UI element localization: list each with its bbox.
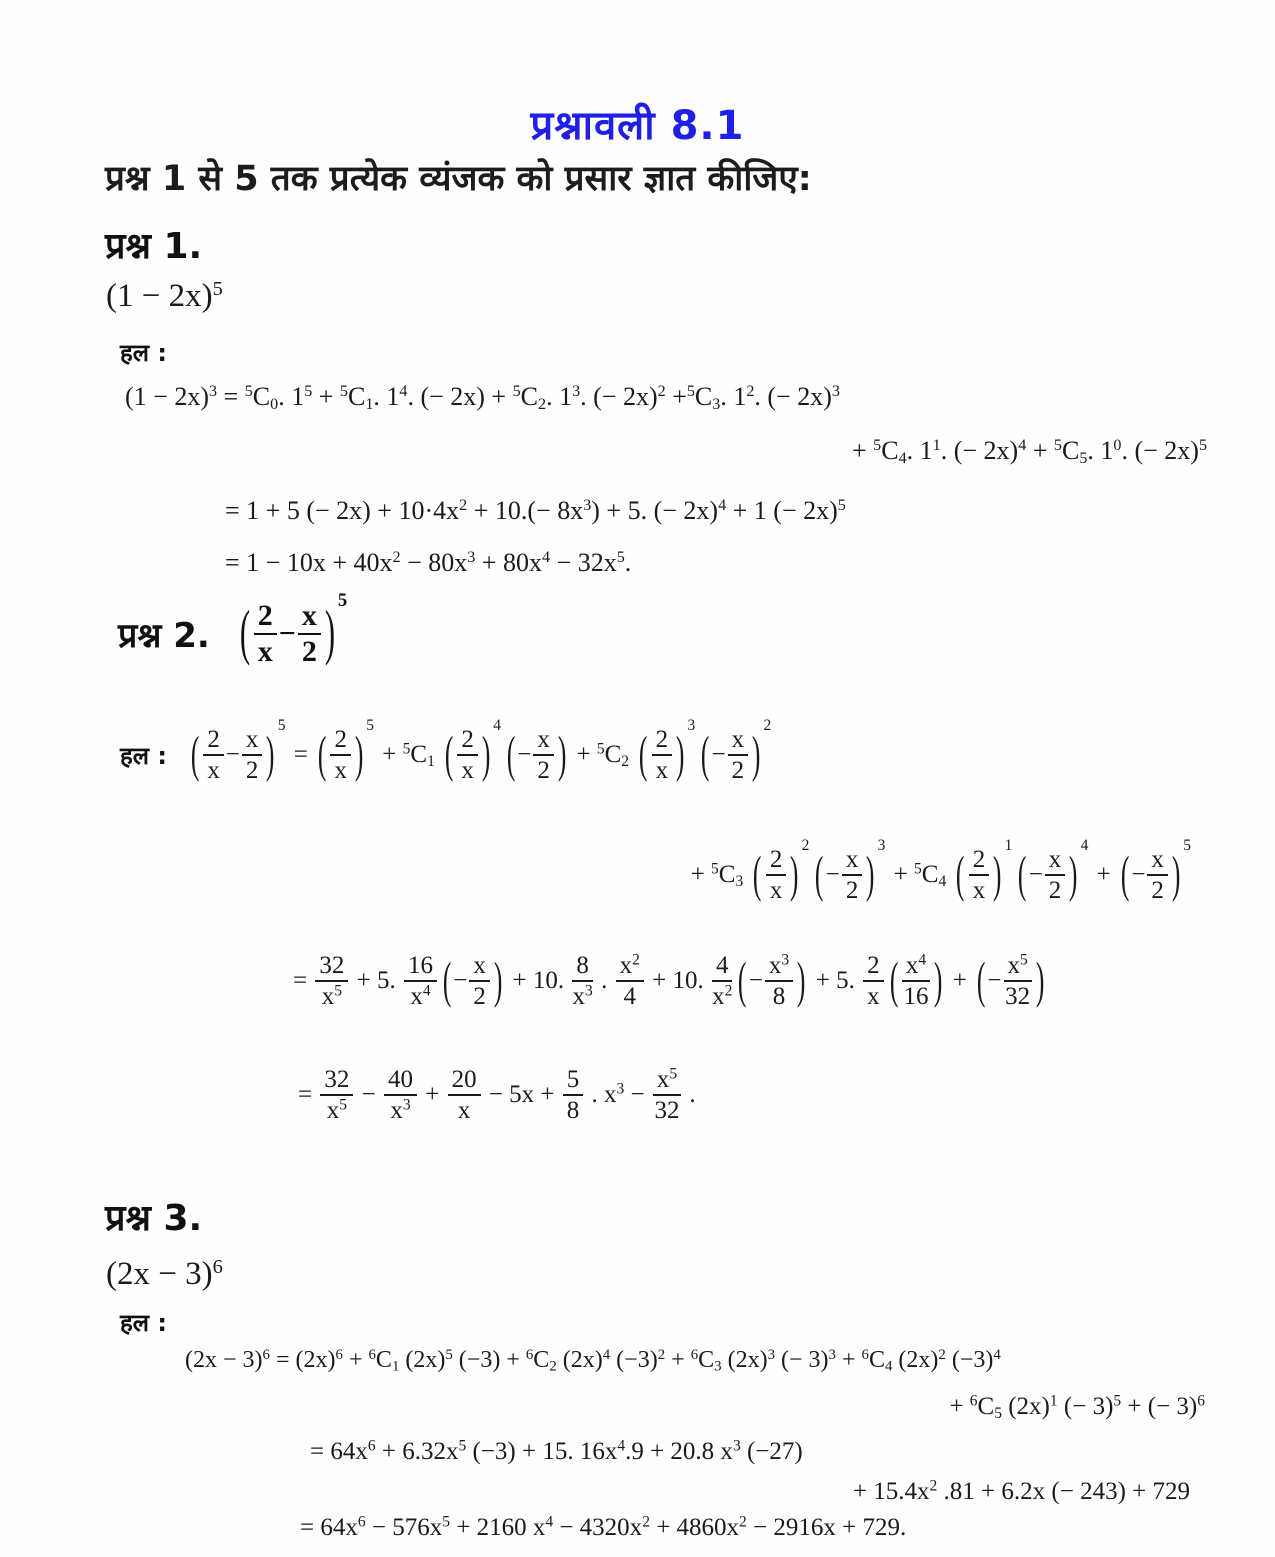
math-text: = — [287, 741, 315, 768]
fraction-denominator: x — [972, 877, 986, 904]
math-line — [853, 1477, 1190, 1506]
fraction-numerator: x — [1147, 846, 1168, 876]
solution-line — [120, 717, 773, 784]
paren-exponent: 4 — [1080, 837, 1089, 855]
fraction-denominator: $x^5$ — [321, 982, 342, 1010]
math-text: − — [225, 741, 240, 768]
math-line — [310, 1437, 803, 1466]
close-paren: ) — [797, 953, 806, 1009]
close-paren: ) — [354, 727, 364, 783]
fraction-denominator: 2 — [731, 757, 745, 784]
close-paren: ) — [481, 727, 491, 783]
math-text: + $^5C_1$ — [376, 740, 435, 770]
paren-group — [316, 717, 375, 784]
fraction — [320, 1066, 353, 1124]
fraction-denominator: x — [655, 757, 669, 784]
question-label: प्रश्न 1. — [105, 226, 203, 267]
fraction — [203, 726, 224, 784]
fraction — [863, 952, 884, 1010]
math-text: . $x^3$ − — [585, 1080, 651, 1108]
fraction — [616, 952, 644, 1010]
fraction-numerator: $x^4$ — [902, 952, 930, 982]
paren-group — [238, 589, 348, 669]
open-paren: ( — [639, 727, 648, 783]
math-text: = — [293, 967, 314, 994]
fraction — [533, 726, 554, 784]
math-text: = 1 + 5 (− $2x) + 10\cdot 4x^2 + 10.(- 8x^3) + 5$. (− 2x)$^4$ + 1 (− 2x)$^5$ — [225, 496, 846, 526]
paren-exponent: 2 — [763, 717, 772, 735]
fraction-numerator: 16 — [404, 952, 437, 982]
question-expression: $(1 - 2x)^5$ — [106, 277, 223, 314]
exercise-instruction: प्रश्न 1 से 5 तक प्रत्येक व्यंजक को प्रसार ज्ञात कीजिए: — [105, 159, 812, 199]
fraction-numerator: x — [1045, 846, 1066, 876]
open-paren: ( — [701, 727, 710, 783]
fraction — [448, 1066, 481, 1124]
open-paren: ( — [442, 953, 452, 1009]
fraction — [652, 726, 673, 784]
math-text: = $64x^6 + 6.32x^5$ (−3) + 15. $16x^4.9 + 20.8$ $x^3$ (−27) — [310, 1437, 803, 1466]
fraction — [728, 726, 749, 784]
fraction-denominator: $x^2$ — [712, 982, 733, 1010]
math-line — [225, 546, 631, 578]
fraction-numerator: 40 — [384, 1066, 417, 1096]
fraction — [1004, 952, 1032, 1010]
open-paren: ( — [239, 599, 250, 668]
close-paren: ) — [1035, 953, 1045, 1009]
fraction — [653, 1066, 681, 1124]
math-text: + $^5C_3$ — [690, 860, 744, 890]
fraction-numerator: 2 — [863, 952, 884, 982]
paren-exponent: 5 — [366, 717, 375, 735]
open-paren: ( — [977, 953, 986, 1009]
open-paren: ( — [1018, 847, 1027, 903]
math-text: − — [711, 741, 726, 768]
math-text: . — [683, 1081, 696, 1108]
fraction-denominator: x — [257, 635, 273, 669]
paren-exponent: 3 — [687, 717, 696, 735]
math-text: $(2x - 3)^6 = (2x)^6 + ^6C_1$ $(2x)^5$ $(-3) + ^6C_2$ $(2x)^4$ $(-3)^2 + ^6C_3$ $(2x)^3$ (− $3)^3 + ^6C_4$ $(2x)^2$ $(-3)^4$ — [185, 1346, 1001, 1375]
math-text: + — [1090, 861, 1117, 888]
paren-group — [888, 952, 945, 1010]
fraction — [469, 952, 490, 1010]
fraction-numerator: 8 — [572, 952, 593, 982]
paren-group — [1016, 837, 1089, 904]
fraction-denominator: 4 — [623, 983, 636, 1010]
fraction-denominator: x — [457, 1097, 471, 1124]
fraction — [1147, 846, 1168, 904]
fraction-numerator: $x^3$ — [765, 952, 793, 982]
fraction — [242, 726, 263, 784]
fraction — [315, 952, 348, 1010]
paren-group — [1119, 837, 1191, 904]
fraction — [712, 952, 733, 1010]
close-paren: ) — [752, 727, 761, 783]
fraction — [457, 726, 478, 784]
open-paren: ( — [956, 847, 965, 903]
fraction-denominator: 2 — [537, 757, 550, 784]
fraction-denominator: x — [334, 757, 347, 784]
question-expression: $(2x - 3)^6$ — [106, 1255, 223, 1292]
paren-group — [751, 837, 810, 904]
math-text: + 10. — [506, 967, 571, 994]
fraction-numerator: 4 — [712, 952, 733, 982]
solution-label: हल : — [120, 339, 167, 367]
fraction-denominator: x — [461, 757, 474, 784]
math-text: + $^5C_4$ — [887, 860, 947, 890]
row-label: प्रश्न 2. — [118, 616, 210, 657]
fraction-numerator: 5 — [563, 1066, 584, 1096]
fraction-numerator: $x^5$ — [653, 1066, 681, 1096]
fraction-denominator: $x^3$ — [390, 1096, 411, 1124]
close-paren: ) — [866, 847, 875, 903]
fraction-numerator: $x^5$ — [1004, 952, 1032, 982]
fraction-denominator: x — [207, 757, 220, 784]
paren-exponent: 1 — [1004, 837, 1013, 855]
paren-group — [975, 952, 1046, 1010]
fraction-denominator: 32 — [654, 1097, 680, 1124]
fraction-numerator: 20 — [448, 1066, 481, 1096]
fraction-numerator: 2 — [766, 846, 787, 876]
math-text: = $64x^6 - 576x^5 + 2160$ $x^4 - 4320x^2 + 4860x^2 - 2916x + 729$. — [300, 1513, 907, 1542]
fraction-numerator: x — [533, 726, 554, 756]
math-line — [852, 434, 1207, 466]
fraction-numerator: 2 — [652, 726, 673, 756]
close-paren: ) — [993, 847, 1002, 903]
paren-group — [443, 717, 501, 784]
close-paren: ) — [790, 847, 799, 903]
fraction-denominator: 2 — [301, 635, 317, 669]
math-text: − — [748, 967, 763, 994]
fraction — [902, 952, 930, 1010]
math-text: + 5. — [350, 967, 402, 994]
math-text: − — [453, 967, 468, 994]
close-paren: ) — [934, 953, 943, 1009]
question-row — [118, 589, 349, 669]
open-paren: ( — [815, 847, 824, 903]
fraction-numerator: 32 — [320, 1066, 353, 1096]
solution-line — [298, 1066, 696, 1124]
open-paren: ( — [889, 953, 898, 1009]
math-text: = $1 - 10x + 40x^2 - 80x^3 + 80x^4 - 32x^5$. — [225, 548, 632, 578]
fraction — [254, 600, 277, 669]
paren-group — [637, 717, 696, 784]
fraction-numerator: x — [842, 846, 863, 876]
fraction-numerator: 2 — [330, 726, 351, 756]
math-text: − — [355, 1081, 382, 1108]
close-paren: ) — [676, 727, 685, 783]
fraction-numerator: x — [469, 952, 490, 982]
fraction-numerator: 2 — [969, 846, 990, 876]
fraction — [563, 1066, 584, 1124]
question-label: प्रश्न 3. — [105, 1198, 203, 1239]
math-text: − 5x + — [482, 1081, 561, 1108]
math-text: − — [1028, 861, 1043, 888]
close-paren: ) — [1171, 847, 1181, 903]
fraction — [766, 846, 787, 904]
fraction-numerator: 2 — [254, 600, 277, 635]
paren-exponent: 3 — [877, 837, 886, 855]
math-line — [949, 1392, 1205, 1421]
math-text: $(1 - 2x)^3 = ^5C_0$. $1^5 + ^5C_1$. $1^4$. (− $2x) + ^5C_2$. $1^3$. (− $2x)^2 +^5C_3$. $1^2$. (− 2x)$^3$ — [125, 382, 840, 414]
close-paren: ) — [1069, 847, 1078, 903]
fraction-denominator: 8 — [772, 983, 786, 1010]
fraction-numerator: x — [298, 600, 321, 635]
fraction-denominator: 2 — [845, 877, 859, 904]
open-paren: ( — [444, 727, 454, 783]
math-line — [300, 1513, 906, 1542]
math-text: + $^5C_4$. $1^1$. (− $2x)^4 + ^5C_5$. $1^0$. (− 2x)$^5$ — [852, 436, 1207, 468]
close-paren: ) — [266, 727, 275, 783]
paren-group — [736, 952, 807, 1010]
open-paren: ( — [318, 727, 327, 783]
fraction-numerator: 32 — [315, 952, 348, 982]
solution-line — [293, 952, 1048, 1010]
fraction-denominator: 2 — [473, 983, 486, 1010]
math-line — [125, 380, 840, 412]
fraction-denominator: 2 — [1151, 877, 1164, 904]
math-text: − — [987, 967, 1002, 994]
math-text: + $15.4x^2$ .81 + 6.2x (− 243) + 729 — [852, 1477, 1190, 1506]
paren-exponent: 2 — [801, 837, 810, 855]
close-paren: ) — [493, 953, 503, 1009]
fraction-denominator: x — [867, 983, 880, 1010]
fraction-numerator: x — [242, 726, 263, 756]
math-text: − — [517, 741, 532, 768]
paren-exponent: 5 — [277, 717, 286, 735]
math-text: + 10. — [645, 967, 710, 994]
math-text: + $^5C_2$ — [570, 740, 630, 770]
fraction — [298, 600, 321, 669]
paren-group — [441, 952, 504, 1010]
fraction-denominator: x — [769, 877, 783, 904]
close-paren: ) — [557, 727, 567, 783]
row-label: हल : — [120, 741, 167, 770]
fraction-denominator: 2 — [245, 757, 259, 784]
fraction-denominator: 32 — [1005, 983, 1031, 1010]
math-text: . — [594, 967, 614, 994]
fraction-denominator: 8 — [566, 1097, 580, 1124]
exercise-title: प्रश्नावली 8.1 — [530, 103, 745, 149]
open-paren: ( — [506, 727, 516, 783]
paren-exponent: 4 — [493, 717, 501, 735]
fraction — [330, 726, 351, 784]
open-paren: ( — [1120, 847, 1130, 903]
math-text: + — [946, 967, 974, 994]
paren-exponent: 5 — [337, 589, 348, 611]
math-text: = — [298, 1081, 319, 1108]
fraction — [1045, 846, 1066, 904]
fraction-numerator: x — [728, 726, 749, 756]
math-line — [225, 494, 846, 526]
math-text: + — [418, 1081, 446, 1108]
fraction — [969, 846, 990, 904]
solution-label: हल : — [120, 1309, 167, 1337]
fraction — [404, 952, 437, 1010]
fraction-numerator: 2 — [457, 726, 478, 756]
fraction-denominator: 2 — [1048, 877, 1062, 904]
fraction — [765, 952, 793, 1010]
close-paren: ) — [324, 599, 336, 668]
math-text: + $^6C_5$ $(2x)^1$ (− 3)$^5$ + (− 3)$^6$ — [949, 1392, 1205, 1423]
fraction-denominator: $x^4$ — [410, 982, 431, 1010]
paren-exponent: 5 — [1183, 837, 1191, 855]
math-line — [185, 1346, 1001, 1374]
open-paren: ( — [190, 727, 200, 783]
open-paren: ( — [753, 847, 762, 903]
open-paren: ( — [738, 953, 747, 1009]
math-text: − — [278, 617, 296, 651]
fraction — [842, 846, 863, 904]
paren-group — [189, 717, 286, 784]
paren-group — [813, 837, 886, 904]
solution-line — [690, 837, 1193, 904]
fraction — [572, 952, 593, 1010]
fraction-denominator: 16 — [903, 983, 929, 1010]
fraction-numerator: $x^2$ — [616, 952, 644, 982]
paren-group — [954, 837, 1013, 904]
math-text: − — [1131, 861, 1146, 888]
math-text: + 5. — [809, 967, 862, 994]
math-text: − — [825, 861, 840, 888]
paren-group — [699, 717, 772, 784]
fraction — [384, 1066, 417, 1124]
fraction-numerator: 2 — [203, 726, 224, 756]
fraction-denominator: $x^3$ — [572, 982, 593, 1010]
fraction-denominator: $x^5$ — [326, 1096, 347, 1124]
paren-group — [505, 726, 568, 784]
